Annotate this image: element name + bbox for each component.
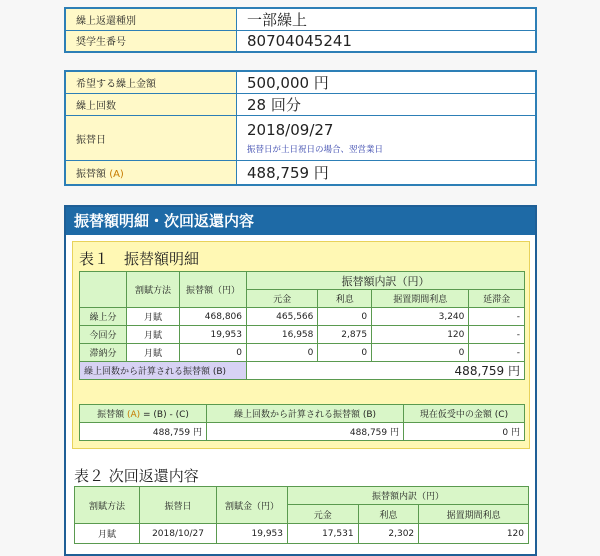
next-amount-header: 割賦金（円） bbox=[217, 487, 288, 524]
summary-b-value: 488,759 円 bbox=[207, 423, 404, 441]
summary-c-value: 0 円 bbox=[404, 423, 525, 441]
repayment-info-panel bbox=[64, 7, 537, 53]
table2-title: 表２ 次回返還内容 bbox=[74, 467, 199, 485]
next-principal-value: 17,531 bbox=[288, 524, 359, 544]
next-date-value: 2018/10/27 bbox=[140, 524, 217, 544]
summary-b-header: 繰上回数から計算される振替額 (B) bbox=[207, 405, 404, 423]
row-amount: 468,806 bbox=[180, 308, 247, 326]
transfer-summary-table bbox=[79, 404, 525, 441]
row-interest: 0 bbox=[318, 308, 372, 326]
desired-amount-label: 希望する繰上金額 bbox=[65, 71, 237, 94]
transfer-date-value: 2018/09/27 bbox=[247, 121, 334, 139]
summary-a-value: 488,759 円 bbox=[80, 423, 207, 441]
row-principal: 0 bbox=[247, 344, 318, 362]
row-overdue: - bbox=[469, 308, 525, 326]
transfer-date-note: 振替日が土日祝日の場合、翌営業日 bbox=[247, 145, 384, 155]
next-amount-value: 19,953 bbox=[217, 524, 288, 544]
next-breakdown-header: 振替額内訳（円） bbox=[288, 487, 529, 505]
summary-a-header bbox=[80, 405, 207, 423]
transfer-breakdown-box bbox=[72, 241, 530, 449]
row-overdue: - bbox=[469, 344, 525, 362]
next-interest-value: 2,302 bbox=[358, 524, 419, 544]
transfer-date-label: 振替日 bbox=[65, 116, 237, 161]
breakdown-header: 振替額内訳（円） bbox=[247, 272, 525, 290]
row-interim: 0 bbox=[372, 344, 469, 362]
prepay-count-value: 28 回分 bbox=[237, 94, 537, 116]
method-header: 割賦方法 bbox=[127, 272, 180, 308]
overdue-header: 延滞金 bbox=[469, 290, 525, 308]
row-method: 月賦 bbox=[127, 308, 180, 326]
transfer-date-cell bbox=[237, 116, 537, 161]
row-name: 滞納分 bbox=[80, 344, 127, 362]
row-method: 月賦 bbox=[127, 326, 180, 344]
interim-interest-header: 据置期間利息 bbox=[372, 290, 469, 308]
next-interim-value: 120 bbox=[419, 524, 529, 544]
row-interim: 120 bbox=[372, 326, 469, 344]
transfer-amount-label bbox=[65, 161, 237, 185]
transfer-amount-value: 488,759 円 bbox=[237, 161, 537, 185]
next-interest-header: 利息 bbox=[358, 505, 419, 524]
principal-header: 元金 bbox=[247, 290, 318, 308]
row-interest: 2,875 bbox=[318, 326, 372, 344]
row-principal: 465,566 bbox=[247, 308, 318, 326]
summary-a-prefix: 振替額 bbox=[97, 410, 127, 420]
table1-title: 表１ 振替額明細 bbox=[79, 250, 200, 268]
student-number-value: 80704045241 bbox=[237, 31, 537, 52]
row-interim: 3,240 bbox=[372, 308, 469, 326]
transfer-details-section bbox=[64, 205, 537, 556]
row-name: 繰上分 bbox=[80, 308, 127, 326]
desired-amount-value: 500,000 円 bbox=[237, 71, 537, 94]
repayment-type-value: 一部繰上 bbox=[237, 8, 537, 31]
next-date-header: 振替日 bbox=[140, 487, 217, 524]
student-number-label: 奨学生番号 bbox=[65, 31, 237, 52]
table-row bbox=[80, 326, 525, 344]
row-name: 今回分 bbox=[80, 326, 127, 344]
table-row bbox=[80, 344, 525, 362]
row-method: 月賦 bbox=[127, 344, 180, 362]
next-method-header: 割賦方法 bbox=[75, 487, 140, 524]
next-repayment-table bbox=[74, 486, 529, 544]
section-title: 振替額明細・次回返還内容 bbox=[66, 207, 535, 235]
calculated-amount-value: 488,759 円 bbox=[247, 362, 525, 380]
blank-header bbox=[80, 272, 127, 308]
row-amount: 19,953 bbox=[180, 326, 247, 344]
next-principal-header: 元金 bbox=[288, 505, 359, 524]
summary-a-accent: (A) bbox=[126, 410, 141, 420]
row-overdue: - bbox=[469, 326, 525, 344]
repayment-type-table bbox=[64, 7, 537, 53]
row-interest: 0 bbox=[318, 344, 372, 362]
transfer-amount-label-text: 振替額 bbox=[76, 168, 110, 180]
next-interim-header: 据置期間利息 bbox=[419, 505, 529, 524]
row-principal: 16,958 bbox=[247, 326, 318, 344]
transfer-info-table bbox=[64, 70, 537, 186]
interest-header: 利息 bbox=[318, 290, 372, 308]
table-row bbox=[80, 308, 525, 326]
calculated-amount-label: 繰上回数から計算される振替額 (B) bbox=[80, 362, 247, 380]
transfer-breakdown-table bbox=[79, 271, 525, 380]
repayment-type-label: 繰上返還種別 bbox=[65, 8, 237, 31]
table-row bbox=[75, 524, 529, 544]
summary-a-suffix: = (B) - (C) bbox=[140, 410, 189, 420]
row-amount: 0 bbox=[180, 344, 247, 362]
transfer-amount-label-accent: (A) bbox=[109, 168, 124, 180]
transfer-info-panel bbox=[64, 70, 537, 186]
prepay-count-label: 繰上回数 bbox=[65, 94, 237, 116]
amount-header: 振替額（円） bbox=[180, 272, 247, 308]
summary-c-header: 現在仮受中の金額 (C) bbox=[404, 405, 525, 423]
next-method-value: 月賦 bbox=[75, 524, 140, 544]
